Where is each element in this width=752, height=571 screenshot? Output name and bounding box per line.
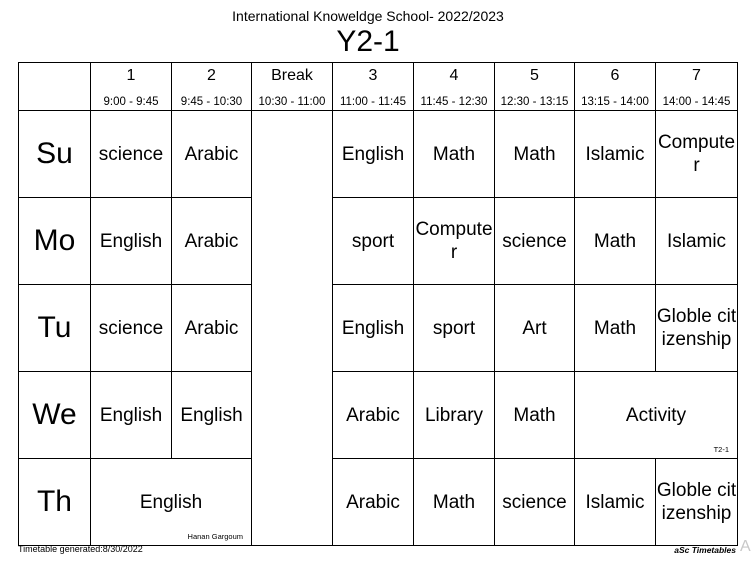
period-time: 11:45 - 12:30 [420,95,488,108]
lesson-cell: Computer [414,198,495,285]
lesson-cell: Islamic [575,459,656,546]
period-time: 12:30 - 13:15 [500,95,569,108]
lesson-cell: Math [495,111,575,198]
lesson-cell: English [333,111,414,198]
day-label: Th [19,459,91,546]
lesson-cell: Globle citizenship [656,459,738,546]
lesson-cell: Art [495,285,575,372]
break-time: 10:30 - 11:00 [258,95,326,108]
brand-label: aSc Timetables [674,545,736,555]
lesson-cell: science [495,459,575,546]
lesson-cell: Globle citizenship [656,285,738,372]
lesson-cell: Islamic [656,198,738,285]
school-title: International Knoweldge School- 2022/2023 [232,8,504,24]
day-row-wednesday [19,372,738,459]
period-number: 5 [530,66,539,84]
period-time: 9:00 - 9:45 [103,95,159,108]
lesson-cell: Math [414,459,495,546]
lesson-cell: Arabic [172,198,252,285]
lesson-cell: Islamic [575,111,656,198]
break-label: Break [271,66,313,84]
lesson-cell: science [91,285,172,372]
day-row-monday [19,198,738,285]
period-header [333,63,414,111]
lesson-cell-double [91,459,252,546]
lesson-cell: English [91,372,172,459]
header-row [19,63,738,111]
period-number: 4 [449,66,459,84]
lesson-cell: Math [575,198,656,285]
period-number: 6 [610,66,620,84]
lesson-cell: Math [575,285,656,372]
lesson-cell: Arabic [172,111,252,198]
class-title: Y2-1 [336,25,400,58]
lesson-cell: Math [414,111,495,198]
lesson-subject: English [139,491,203,513]
day-row-thursday [19,459,738,546]
period-header [172,63,252,111]
period-number: 3 [368,66,378,84]
period-header [414,63,495,111]
timetable [18,62,738,546]
generated-date: Timetable generated:8/30/2022 [18,544,143,554]
lesson-cell: Math [495,372,575,459]
period-number: 1 [126,66,136,84]
period-header [575,63,656,111]
day-label: Su [19,111,91,198]
period-number: 2 [207,66,216,84]
lesson-cell: Arabic [333,372,414,459]
lesson-cell-double [575,372,738,459]
lesson-cell: English [333,285,414,372]
lesson-cell: sport [333,198,414,285]
break-header [252,63,333,111]
lesson-cell: Arabic [172,285,252,372]
lesson-cell: science [495,198,575,285]
period-header [91,63,172,111]
lesson-cell: English [172,372,252,459]
period-time: 9:45 - 10:30 [180,95,243,108]
lesson-cell: science [91,111,172,198]
day-label: We [19,372,91,459]
teacher-note: Hanan Gargoum [187,532,243,541]
lesson-cell: Arabic [333,459,414,546]
period-header [656,63,738,111]
lesson-cell: sport [414,285,495,372]
period-number: 7 [692,66,701,84]
corner-cell [19,63,91,111]
period-time: 11:00 - 11:45 [339,95,407,108]
day-row-sunday [19,111,738,198]
day-row-tuesday [19,285,738,372]
room-note: T2-1 [713,445,729,454]
period-time: 14:00 - 14:45 [662,95,731,108]
period-time: 13:15 - 14:00 [581,95,649,108]
watermark-letter: A [740,538,751,555]
lesson-cell: English [91,198,172,285]
break-column [252,111,333,546]
lesson-cell: Library [414,372,495,459]
period-header [495,63,575,111]
day-label: Mo [19,198,91,285]
lesson-subject: Activity [625,404,687,426]
lesson-cell: Computer [656,111,738,198]
day-label: Tu [19,285,91,372]
